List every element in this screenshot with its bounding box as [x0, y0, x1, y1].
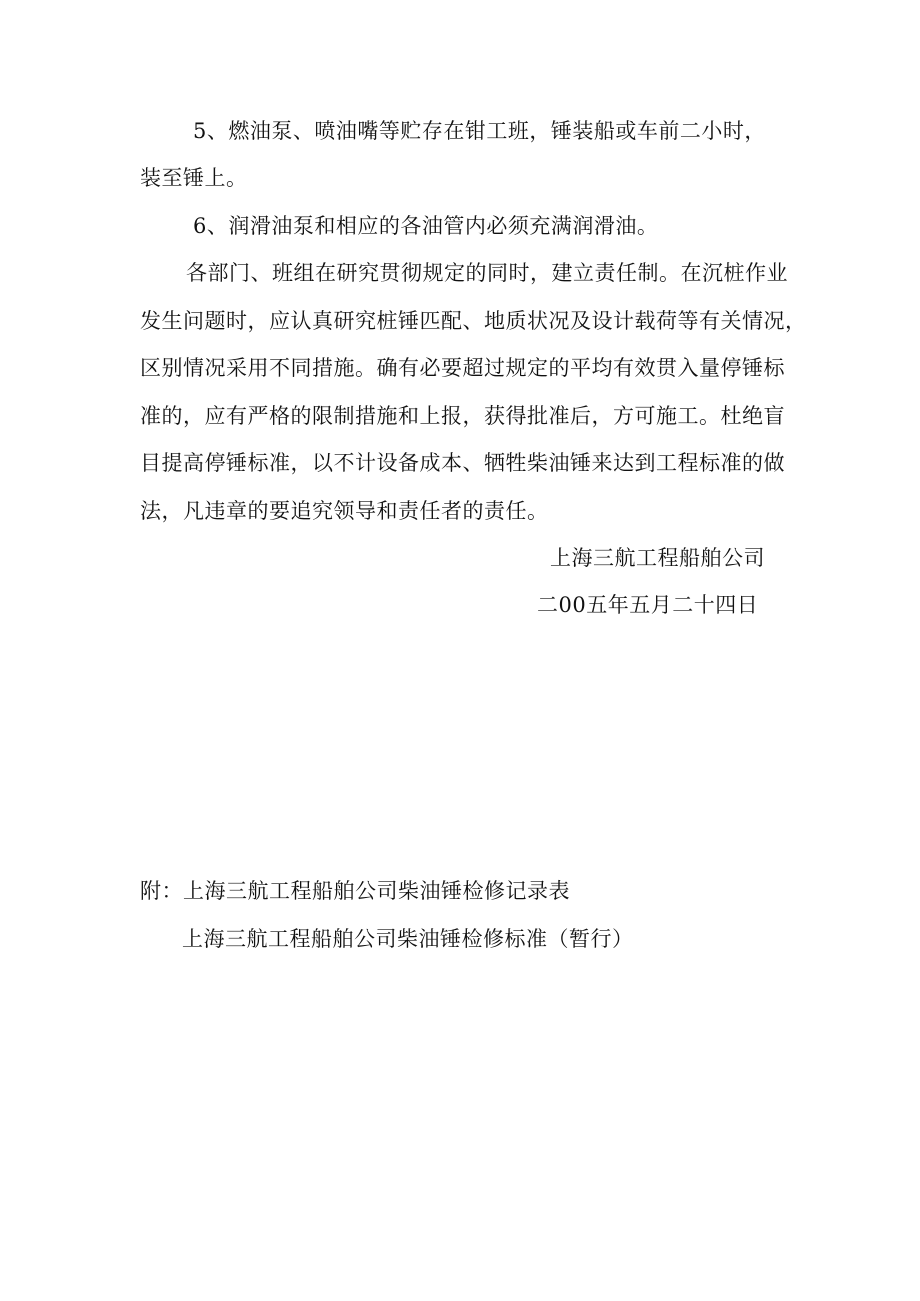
attachment-line-1: 附：上海三航工程船舶公司柴油锤检修记录表: [140, 879, 570, 903]
paragraph-line-6: 法，凡违章的要追究领导和责任者的责任。: [140, 499, 549, 523]
paragraph-line-5: 目提高停锤标准，以不计设备成本、牺牲柴油锤来达到工程标准的做: [140, 451, 785, 475]
signature-date: 二00五年五月二十四日: [537, 593, 759, 617]
paragraph-line-2: 发生问题时，应认真研究桩锤匹配、地质状况及设计载荷等有关情况，: [140, 309, 807, 333]
item-6: 6、润滑油泵和相应的各油管内必须充满润滑油。: [193, 214, 659, 238]
paragraph-line-1: 各部门、班组在研究贯彻规定的同时，建立责任制。在沉桩作业: [186, 261, 788, 285]
signature-company: 上海三航工程船舶公司: [550, 546, 765, 570]
attachment-line-2: 上海三航工程船舶公司柴油锤检修标准（暂行）: [182, 927, 634, 951]
item-5-line-1: 5、燃油泵、喷油嘴等贮存在钳工班，锤装船或车前二小时，: [193, 119, 766, 143]
paragraph-line-3: 区别情况采用不同措施。确有必要超过规定的平均有效贯入量停锤标: [140, 356, 785, 380]
paragraph-line-4: 准的，应有严格的限制措施和上报，获得批准后，方可施工。杜绝盲: [140, 404, 785, 428]
item-5-line-2: 装至锤上。: [140, 166, 248, 190]
